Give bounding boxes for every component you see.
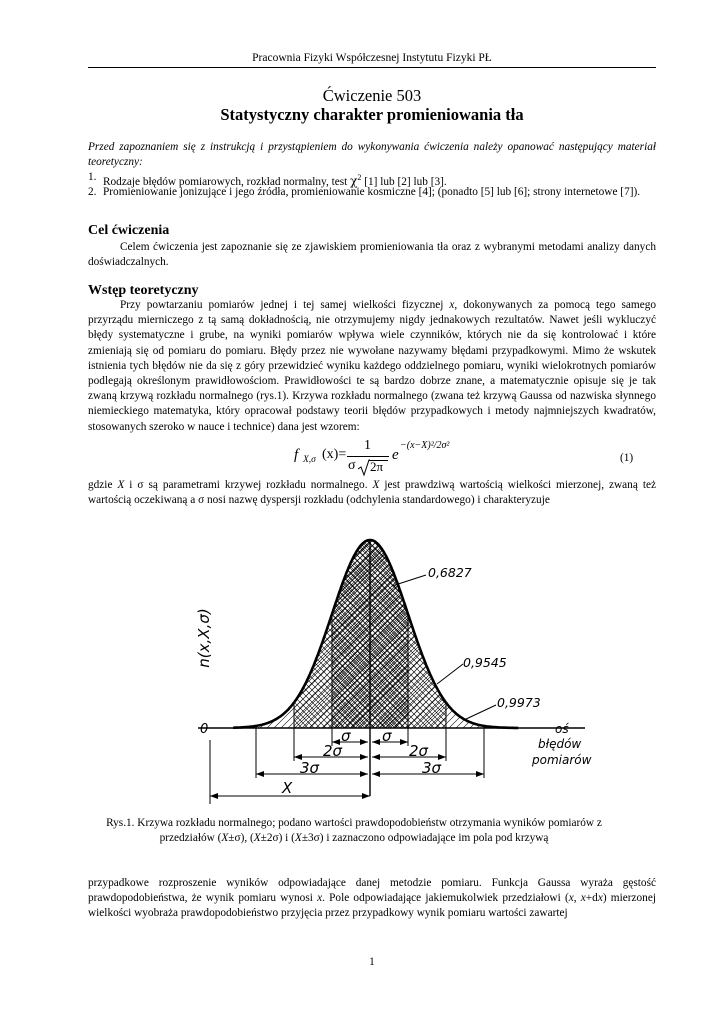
variable-X: X xyxy=(372,479,380,491)
running-header: Pracownia Fizyki Współczesnej Instytutu Fizyki PŁ xyxy=(252,52,492,64)
text-run: Rys.1. Krzywa rozkładu normalnego; podano wartości prawdopodobieństw otrzymania wyników pomiarów z przedziałów ( xyxy=(106,817,602,844)
section-heading-theory: Wstęp teoretyczny xyxy=(88,283,199,298)
text-run: gdzie xyxy=(88,479,118,491)
variable-x: x xyxy=(580,892,586,905)
formula-exponent: −(x−X)²/2σ² xyxy=(400,440,450,451)
variable-X: X xyxy=(294,832,302,844)
figure-caption xyxy=(104,816,604,846)
axis-label-line1: oś xyxy=(555,722,569,736)
list-number: 2. xyxy=(88,186,97,198)
sqrt-sign xyxy=(358,459,370,477)
equation-number: (1) xyxy=(620,452,634,464)
area-label-2sigma: 0,9545 xyxy=(463,655,507,670)
formula-den-sigma: σ xyxy=(348,458,356,473)
intro-text: Przed zapoznaniem się z instrukcją i przystąpieniem do wykonywania ćwiczenia należy opanować następujący materiał teoretyczny: xyxy=(88,141,656,169)
formula-den-root: 2π xyxy=(370,459,384,474)
axis-label-line3: pomiarów xyxy=(532,753,592,767)
sigma-label-left: σ xyxy=(341,727,351,745)
text-run: ±2σ) i ( xyxy=(260,832,295,844)
sigma-label-right: σ xyxy=(382,727,392,745)
formula-e: e xyxy=(392,447,399,463)
list-number: 1. xyxy=(88,171,97,183)
text-run: przypadkowe rozproszenie wyników odpowiadające danej metodzie pomiaru. Funkcja Gaussa wyraża gęstość prawdopodobieństwa, że wynik pomiaru wynosi xyxy=(88,877,656,905)
two-sigma-label-left: 2σ xyxy=(323,742,343,760)
header-rule xyxy=(88,67,656,68)
text-run: jest prawdziwą wartością wielkości mierzonej, zwaną też wartością oczekiwaną a σ nosi nazwę dyspersji rozkładu (odchylenia standardowego) i charakteryzuje xyxy=(88,479,656,507)
text-run: ) mierzonej wielkości wyobraża prawdopodobieństwo przyjęcia przez przypadkowy wynik pomiaru wartości zawartej xyxy=(88,892,656,920)
bottom-paragraph xyxy=(88,876,656,922)
goal-text: Celem ćwiczenia jest zapoznanie się ze zjawiskiem promieniowania tła oraz z wybranymi metodami analizy danych doświadczalnych. xyxy=(88,241,656,269)
text-run: , dokonywanych za pomocą tego samego przyrządu mierniczego z tą samą dokładnością, nie otrzymujemy nigdy jednakowych rezultatów. Nawet jeśli wykluczyć błędy systematyczne i grube, na wyniki pomiarów wpływa wiele czynników, których nie da się kontrolować i które zmieniają się od pomiaru do pomiaru. Błędy przez nie wywołane nazywamy błędami przypadkowymi. Mimo że wskutek istnienia tych błędów nie da się z góry przewidzieć wyniku każdego oddzielnego pomiaru, wyniki wielokrotnych pomiarów podlegają określonym prawidłowościom. Prawidłowości te są bardzo dobrze znane, a matematycznie opisuje się je tak zwaną krzywą rozkładu normalnego (rys.1). Krzywa rozkładu normalnego (zwana też krzywą Gaussa od nazwiska słynnego niemieckiego matematyka, który opracował podstawy teorii błędów przypadkowych i metody najmniejszych kwadratów, stosowanych szeroko w nauce i technice) dana jest wzorem: xyxy=(88,299,657,433)
chi-symbol: χ xyxy=(350,173,358,188)
text-run: i σ są parametrami krzywej rozkładu normalnego. xyxy=(124,479,373,491)
X-label: X xyxy=(282,779,293,797)
list-text-part: [1] lub [2] lub [3]. xyxy=(361,175,447,188)
three-sigma-label-right: 3σ xyxy=(422,759,442,777)
after-formula-text xyxy=(88,478,656,508)
exercise-number: Ćwiczenie 503 xyxy=(322,86,422,105)
fraction-bar xyxy=(347,456,389,457)
variable-x: x xyxy=(597,892,603,905)
formula-argument: (x)= xyxy=(322,447,347,462)
formula-subscript: X,σ xyxy=(303,455,316,465)
chi-exponent: 2 xyxy=(357,173,362,182)
formula-f: f xyxy=(294,447,299,463)
two-sigma-label-right: 2σ xyxy=(409,742,429,760)
text-run: ±3σ) i zaznaczono odpowiadające im pola pod krzywą xyxy=(301,832,549,844)
variable-X: X xyxy=(253,832,261,844)
formula-numerator: 1 xyxy=(364,438,371,453)
gauss-figure xyxy=(180,528,600,813)
three-sigma-label-left: 3σ xyxy=(300,759,320,777)
page-number: 1 xyxy=(369,956,375,968)
text-run: Przy powtarzaniu pomiarów jednej i tej samej wielkości fizycznej xyxy=(120,299,450,311)
text-run: , xyxy=(573,892,581,905)
list-text: Promieniowanie jonizujące i jego źródła, promieniowanie kosmiczne [4]; (ponadto [5] lub [6]; strony internetowe [7]). xyxy=(103,186,641,198)
variable-X: X xyxy=(221,832,229,844)
leader-line xyxy=(437,664,463,684)
text-run: ±σ), ( xyxy=(228,832,254,844)
area-label-1sigma: 0,6827 xyxy=(428,565,472,580)
leader-line xyxy=(464,705,496,720)
variable-X: X xyxy=(117,479,125,491)
list-text-part: Rodzaje błędów pomiarowych, rozkład normalny, test xyxy=(103,175,351,188)
exercise-title: Statystyczny charakter promieniowania tła xyxy=(220,105,524,124)
theory-paragraph xyxy=(88,298,656,435)
variable-x: x xyxy=(317,892,323,905)
area-label-3sigma: 0,9973 xyxy=(497,695,541,710)
y-axis-label: n(x,X,σ) xyxy=(195,608,213,668)
text-run: . Pole odpowiadające jakiemukolwiek przedziałowi ( xyxy=(322,892,569,905)
section-heading-goal: Cel ćwiczenia xyxy=(88,223,170,238)
variable-x: x xyxy=(568,892,574,905)
gauss-formula xyxy=(292,438,512,480)
text-run: +d xyxy=(585,892,598,905)
zero-label: 0 xyxy=(200,722,209,737)
variable-x: x xyxy=(449,299,455,311)
axis-label-line2: błędów xyxy=(538,737,582,751)
